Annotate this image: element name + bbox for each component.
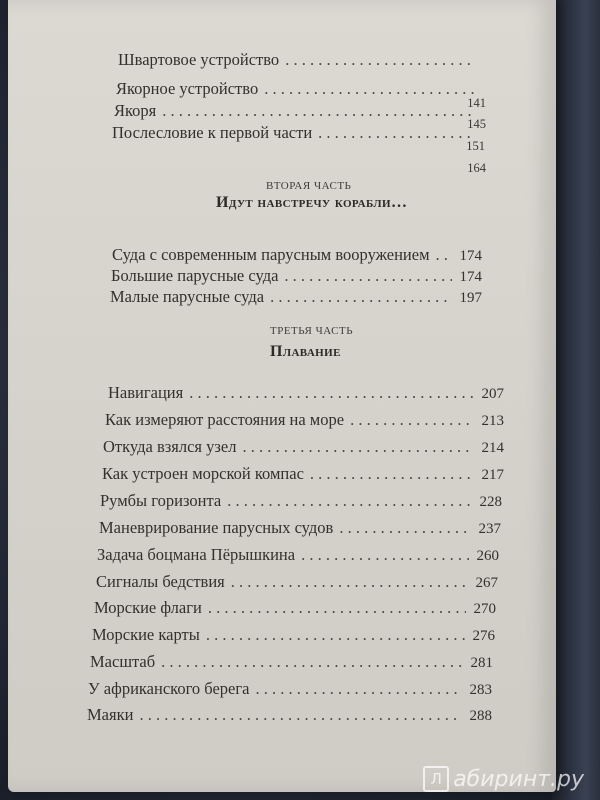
toc-leader-dots [436,245,452,265]
toc-entry [102,464,504,484]
toc-leader-dots [310,464,474,484]
book-edge [552,0,600,800]
toc-entry-label: Суда с современным парусным вооружением [112,245,430,264]
toc-leader-dots [270,287,451,307]
toc-entry-page: 214 [481,440,504,456]
toc-leader-dots [284,266,451,286]
toc-leader-dots [301,545,468,565]
toc-entry [103,437,504,457]
toc-entry [87,705,492,725]
toc-entry-label: Задача боцмана Пёрышкина [97,545,296,564]
toc-entry-label: Масштаб [90,652,156,671]
toc-entry-label: Большие парусные суда [111,266,279,285]
toc-leader-dots [242,437,473,457]
toc-entry [100,491,502,511]
toc-leader-dots [161,652,462,672]
toc-entry [114,101,478,121]
toc-entry-page: 283 [469,682,492,698]
toc-entry-label: Якоря [114,101,157,120]
part-label: ТРЕТЬЯ ЧАСТЬ [270,325,354,337]
toc-leader-dots [339,518,470,538]
toc-entry-label: У африканского берега [88,679,250,698]
part-title: Идут навстречу корабли… [216,194,408,211]
toc-entry-page: 174 [459,269,482,285]
toc-entry-page: 151 [466,139,485,153]
watermark-text: абиринт.ру [453,766,584,792]
toc-leader-dots [264,79,474,99]
toc-entry-label: Румбы горизонта [100,491,222,510]
toc-entry [88,679,492,699]
toc-entry [112,123,478,143]
toc-entry [92,625,495,645]
toc-entry-label: Якорное устройство [116,79,259,98]
toc-entry-page: 164 [467,161,486,175]
toc-entry-page: 207 [481,386,504,402]
toc-leader-dots [318,123,474,143]
toc-entry [99,518,501,538]
toc-entry-page: 267 [475,575,498,591]
toc-entry [90,652,493,672]
book-page [8,0,556,792]
part-title: Плавание [270,343,341,360]
toc-entry [110,287,482,307]
toc-entry-page: 276 [472,628,495,644]
toc-leader-dots [206,625,465,645]
toc-entry-label: Откуда взялся узел [103,437,237,456]
table-of-contents [8,0,556,792]
toc-entry-page: 217 [481,467,504,483]
toc-entry [94,598,496,618]
toc-entry-page: 213 [481,413,504,429]
toc-entry [96,572,498,592]
labirint-logo-icon: Л [423,766,449,792]
site-watermark [423,766,584,792]
toc-entry-page: 270 [473,601,496,617]
toc-leader-dots [227,491,471,511]
toc-entry [97,545,499,565]
toc-leader-dots [208,598,466,618]
toc-entry-label: Малые парусные суда [110,287,265,306]
toc-entry-label: Как устроен морской компас [102,464,304,483]
toc-leader-dots [231,572,468,592]
toc-leader-dots [162,101,474,121]
toc-entry-page: 228 [479,494,502,510]
toc-entry-page: 237 [478,521,501,537]
toc-entry-label: Маяки [87,705,134,724]
toc-entry-label: Морские карты [92,625,200,644]
toc-entry-label: Швартовое устройство [118,50,280,69]
toc-entry-page: 174 [459,248,482,264]
toc-entry [112,245,482,265]
toc-entry-label: Послесловие к первой части [112,123,313,142]
toc-entry-page: 260 [476,548,499,564]
toc-entry [105,410,504,430]
toc-entry-page: 197 [459,290,482,306]
toc-entry [116,79,478,99]
toc-leader-dots [285,50,474,70]
toc-entry [108,383,504,403]
toc-leader-dots [255,679,461,699]
toc-leader-dots [350,410,473,430]
toc-entry-page: 288 [469,708,492,724]
toc-entry-label: Сигналы бедствия [96,572,225,591]
toc-entry-label: Как измеряют расстояния на море [105,410,345,429]
toc-entry-page: 145 [467,117,486,131]
toc-entry [111,266,482,286]
toc-entry-label: Морские флаги [94,598,202,617]
toc-leader-dots [139,705,461,725]
toc-entry [118,50,478,70]
toc-leader-dots [189,383,473,403]
toc-entry-label: Маневрирование парусных судов [99,518,334,537]
toc-entry-page: 141 [467,96,486,110]
part-label: ВТОРАЯ ЧАСТЬ [266,180,352,192]
toc-entry-page: 281 [470,655,493,671]
toc-entry-label: Навигация [108,383,184,402]
